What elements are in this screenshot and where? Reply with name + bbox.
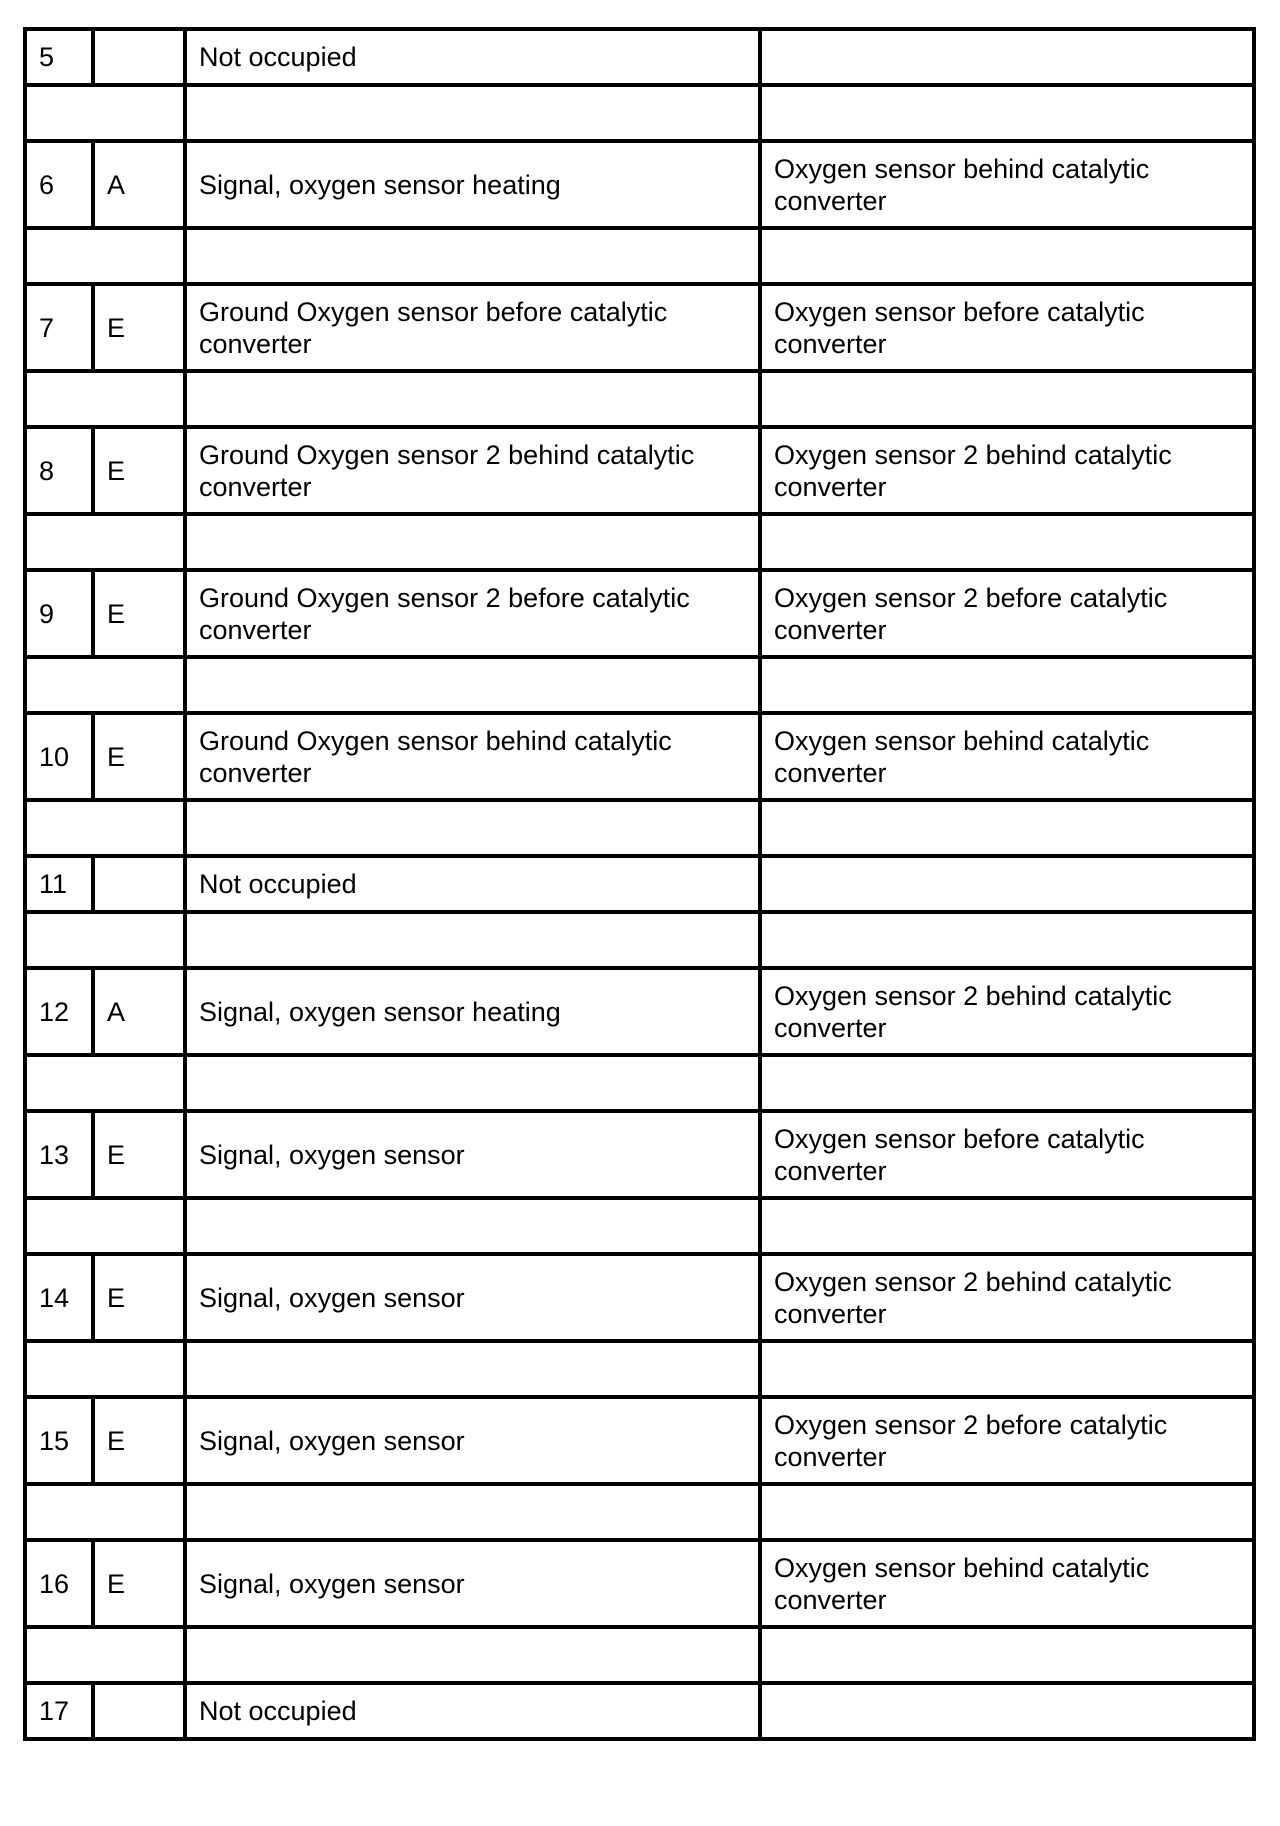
table-row: [25, 856, 1254, 912]
component-cell: Oxygen sensor 2 behind catalytic converter: [760, 968, 1254, 1055]
signal-type-cell: E: [93, 284, 185, 371]
signal-type-cell: E: [93, 1397, 185, 1484]
signal-type-cell: E: [93, 1111, 185, 1198]
empty-cell: [25, 912, 185, 968]
signal-type-cell: A: [93, 141, 185, 228]
component-cell: Oxygen sensor behind catalytic converter: [760, 1540, 1254, 1627]
signal-type-cell: [93, 856, 185, 912]
signal-description-cell: Signal, oxygen sensor: [185, 1254, 760, 1341]
empty-cell: [185, 1341, 760, 1397]
signal-description-cell: Ground Oxygen sensor 2 before catalytic converter: [185, 570, 760, 657]
empty-cell: [185, 912, 760, 968]
table-row: [25, 570, 1254, 657]
signal-type-cell: E: [93, 570, 185, 657]
empty-cell: [25, 1627, 185, 1683]
empty-cell: [25, 514, 185, 570]
empty-cell: [25, 85, 185, 141]
component-cell: Oxygen sensor 2 behind catalytic converter: [760, 1254, 1254, 1341]
signal-description-cell: Signal, oxygen sensor: [185, 1397, 760, 1484]
table-row: [25, 1540, 1254, 1627]
empty-cell: [185, 514, 760, 570]
empty-cell: [25, 1484, 185, 1540]
table-row: [25, 427, 1254, 514]
empty-cell: [760, 657, 1254, 713]
empty-cell: [760, 514, 1254, 570]
signal-type-cell: E: [93, 713, 185, 800]
spacer-row: [25, 1198, 1254, 1254]
signal-description-cell: Not occupied: [185, 1683, 760, 1739]
empty-cell: [760, 228, 1254, 284]
spacer-row: [25, 85, 1254, 141]
pin-assignment-table: [23, 27, 1256, 1741]
empty-cell: [185, 1055, 760, 1111]
empty-cell: [185, 657, 760, 713]
empty-cell: [185, 228, 760, 284]
empty-cell: [25, 800, 185, 856]
empty-cell: [760, 1055, 1254, 1111]
empty-cell: [760, 85, 1254, 141]
spacer-row: [25, 800, 1254, 856]
pin-number-cell: 10: [25, 713, 93, 800]
pin-number-cell: 8: [25, 427, 93, 514]
table-row: [25, 29, 1254, 85]
spacer-row: [25, 1484, 1254, 1540]
table-row: [25, 968, 1254, 1055]
signal-description-cell: Signal, oxygen sensor: [185, 1540, 760, 1627]
component-cell: Oxygen sensor before catalytic converter: [760, 284, 1254, 371]
pin-number-cell: 14: [25, 1254, 93, 1341]
table-row: [25, 141, 1254, 228]
spacer-row: [25, 514, 1254, 570]
empty-cell: [25, 371, 185, 427]
empty-cell: [25, 1341, 185, 1397]
empty-cell: [760, 1484, 1254, 1540]
signal-description-cell: Ground Oxygen sensor before catalytic converter: [185, 284, 760, 371]
pin-number-cell: 5: [25, 29, 93, 85]
pin-number-cell: 6: [25, 141, 93, 228]
signal-type-cell: E: [93, 427, 185, 514]
pin-number-cell: 16: [25, 1540, 93, 1627]
component-cell: [760, 856, 1254, 912]
table-row: [25, 284, 1254, 371]
table-row: [25, 1111, 1254, 1198]
signal-description-cell: Ground Oxygen sensor 2 behind catalytic converter: [185, 427, 760, 514]
component-cell: Oxygen sensor behind catalytic converter: [760, 713, 1254, 800]
empty-cell: [760, 800, 1254, 856]
component-cell: [760, 1683, 1254, 1739]
component-cell: Oxygen sensor 2 behind catalytic converter: [760, 427, 1254, 514]
signal-description-cell: Not occupied: [185, 29, 760, 85]
empty-cell: [185, 1627, 760, 1683]
empty-cell: [185, 800, 760, 856]
empty-cell: [25, 657, 185, 713]
table-row: [25, 713, 1254, 800]
empty-cell: [760, 1627, 1254, 1683]
component-cell: Oxygen sensor before catalytic converter: [760, 1111, 1254, 1198]
signal-description-cell: Not occupied: [185, 856, 760, 912]
signal-description-cell: Signal, oxygen sensor heating: [185, 141, 760, 228]
empty-cell: [25, 1198, 185, 1254]
spacer-row: [25, 1341, 1254, 1397]
empty-cell: [760, 912, 1254, 968]
empty-cell: [25, 1055, 185, 1111]
pin-number-cell: 15: [25, 1397, 93, 1484]
table-row: [25, 1397, 1254, 1484]
pin-number-cell: 9: [25, 570, 93, 657]
empty-cell: [760, 1198, 1254, 1254]
pin-table-body: [25, 29, 1254, 1739]
spacer-row: [25, 912, 1254, 968]
empty-cell: [185, 85, 760, 141]
signal-type-cell: A: [93, 968, 185, 1055]
pin-number-cell: 17: [25, 1683, 93, 1739]
table-row: [25, 1254, 1254, 1341]
component-cell: [760, 29, 1254, 85]
component-cell: Oxygen sensor 2 before catalytic converter: [760, 1397, 1254, 1484]
pin-number-cell: 7: [25, 284, 93, 371]
pin-number-cell: 13: [25, 1111, 93, 1198]
signal-description-cell: Ground Oxygen sensor behind catalytic converter: [185, 713, 760, 800]
spacer-row: [25, 1055, 1254, 1111]
signal-type-cell: E: [93, 1540, 185, 1627]
empty-cell: [185, 1198, 760, 1254]
pin-number-cell: 11: [25, 856, 93, 912]
empty-cell: [185, 1484, 760, 1540]
signal-type-cell: [93, 29, 185, 85]
pin-number-cell: 12: [25, 968, 93, 1055]
table-row: [25, 1683, 1254, 1739]
spacer-row: [25, 657, 1254, 713]
empty-cell: [760, 371, 1254, 427]
component-cell: Oxygen sensor 2 before catalytic converter: [760, 570, 1254, 657]
spacer-row: [25, 228, 1254, 284]
spacer-row: [25, 1627, 1254, 1683]
signal-description-cell: Signal, oxygen sensor heating: [185, 968, 760, 1055]
component-cell: Oxygen sensor behind catalytic converter: [760, 141, 1254, 228]
signal-description-cell: Signal, oxygen sensor: [185, 1111, 760, 1198]
empty-cell: [25, 228, 185, 284]
empty-cell: [185, 371, 760, 427]
spacer-row: [25, 371, 1254, 427]
empty-cell: [760, 1341, 1254, 1397]
signal-type-cell: [93, 1683, 185, 1739]
signal-type-cell: E: [93, 1254, 185, 1341]
